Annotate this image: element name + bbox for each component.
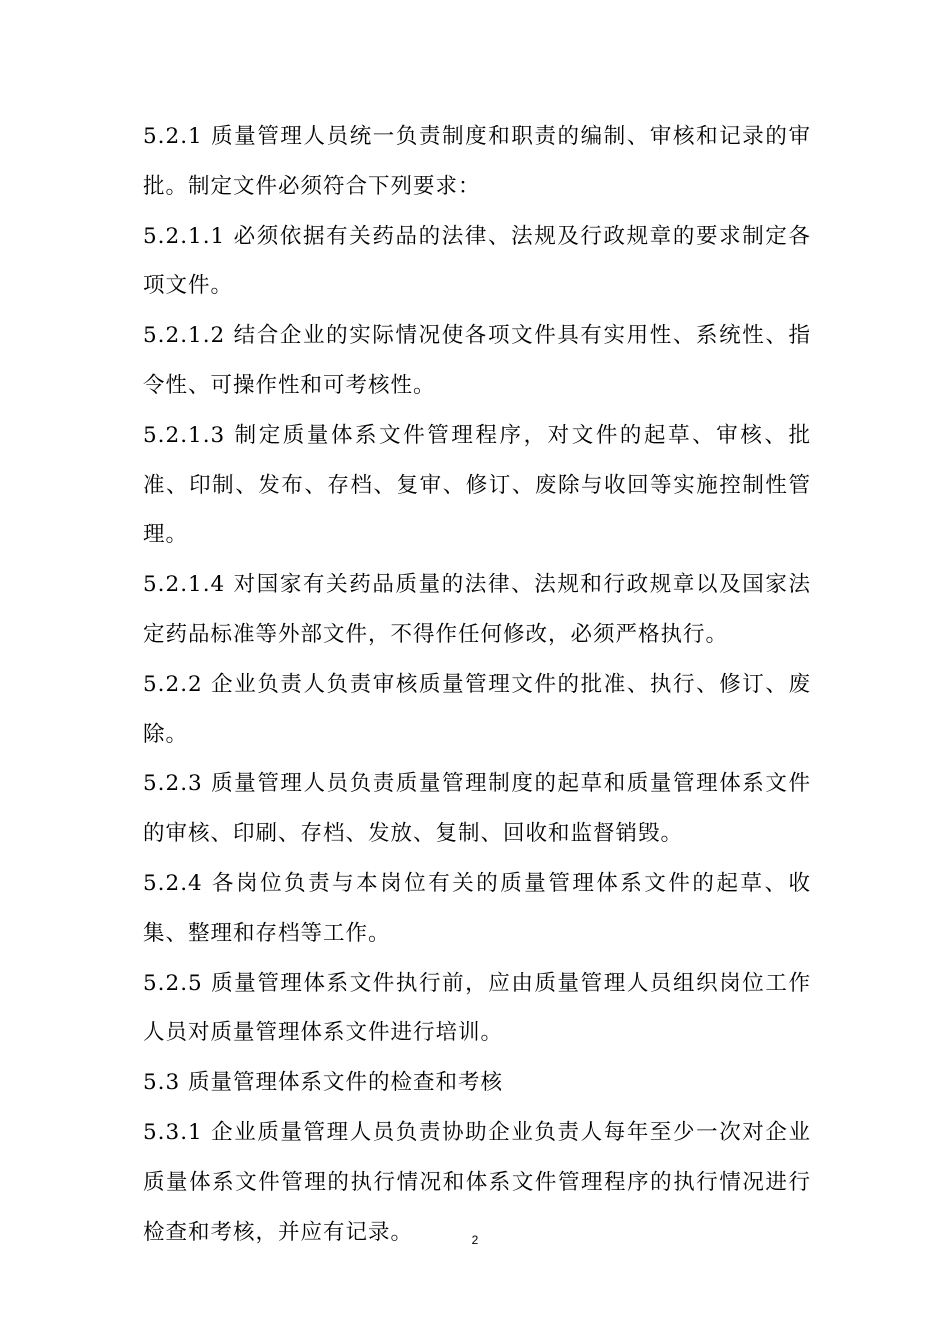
paragraph-5-2-4: 5.2.4 各岗位负责与本岗位有关的质量管理体系文件的起草、收集、整理和存档等工作。 [143, 870, 811, 946]
page-number: 2 [471, 1233, 479, 1247]
paragraph-5-2-1: 5.2.1 质量管理人员统一负责制度和职责的编制、审核和记录的审批。制定文件必须符合下列要求： [143, 124, 811, 199]
section-heading-5-3: 5.3 质量管理体系文件的检查和考核 [143, 1070, 504, 1096]
paragraph-5-2-1-3: 5.2.1.3 制定质量体系文件管理程序，对文件的起草、审核、批准、印制、发布、存档、复审、修订、废除与收回等实施控制性管理。 [143, 422, 811, 548]
paragraph-5-2-1-1: 5.2.1.1 必须依据有关药品的法律、法规及行政规章的要求制定各项文件。 [143, 223, 811, 299]
paragraph-5-2-1-4: 5.2.1.4 对国家有关药品质量的法律、法规和行政规章以及国家法定药品标准等外部文件，不得作任何修改，必须严格执行。 [143, 572, 811, 647]
paragraph-5-2-5: 5.2.5 质量管理体系文件执行前，应由质量管理人员组织岗位工作人员对质量管理体系文件进行培训。 [143, 970, 811, 1046]
paragraph-5-2-1-2: 5.2.1.2 结合企业的实际情况使各项文件具有实用性、系统性、指令性、可操作性和可考核性。 [143, 323, 811, 398]
paragraph-5-2-3: 5.2.3 质量管理人员负责质量管理制度的起草和质量管理体系文件的审核、印刷、存档、发放、复制、回收和监督销毁。 [143, 771, 811, 847]
paragraph-5-3-1: 5.3.1 企业质量管理人员负责协助企业负责人每年至少一次对企业质量体系文件管理的执行情况和体系文件管理程序的执行情况进行检查和考核，并应有记录。 [143, 1119, 811, 1245]
paragraph-5-2-2: 5.2.2 企业负责人负责审核质量管理文件的批准、执行、修订、废除。 [143, 671, 811, 747]
document-body [143, 112, 811, 1257]
